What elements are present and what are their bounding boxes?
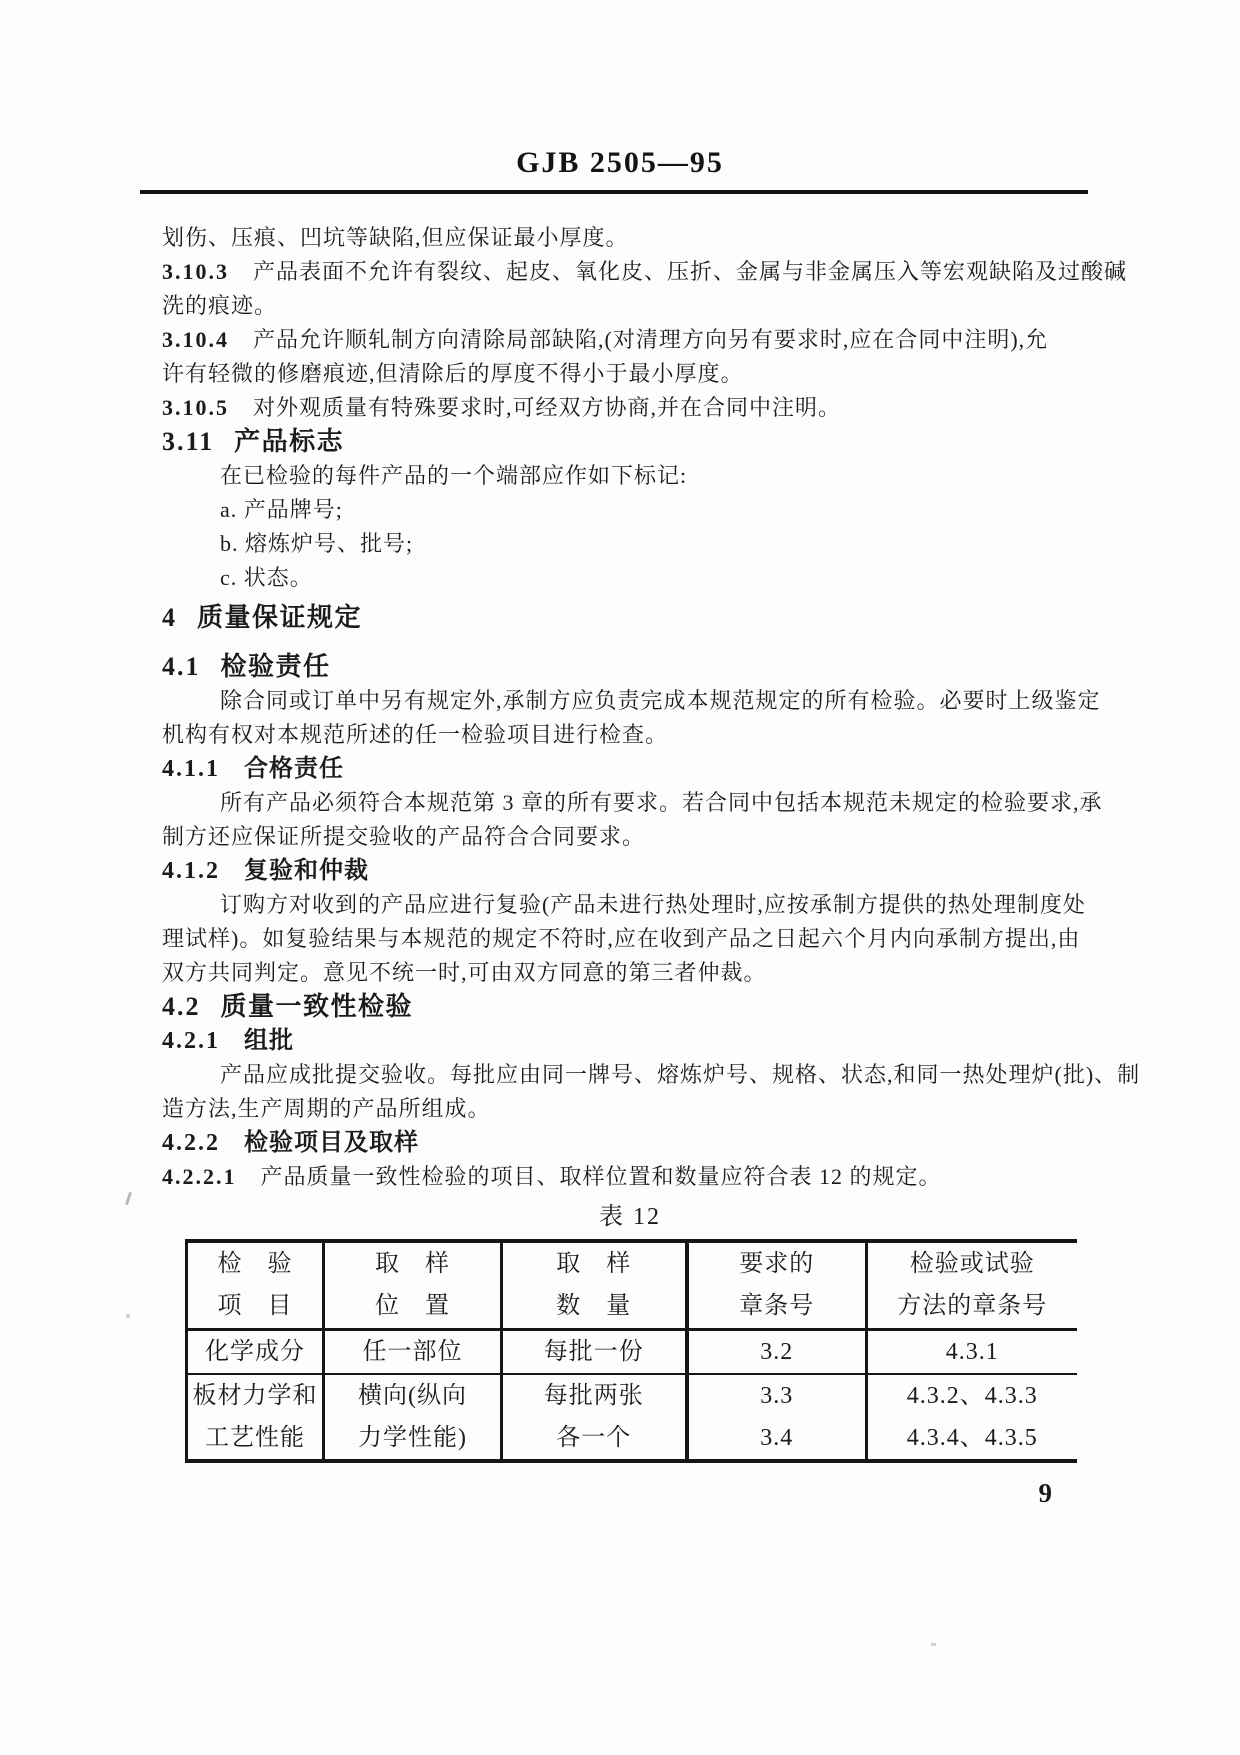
scan-artifact: [931, 1643, 936, 1646]
section-number: 3.10.3: [162, 259, 229, 284]
text-line: 3.10.4 产品允许顺轧制方向清除局部缺陷,(对清理方向另有要求时,应在合同中注明),允: [162, 327, 1049, 352]
section-number: 4.2.1: [162, 1028, 220, 1054]
table-cell: [502, 1374, 687, 1461]
standard-number: GJB 2505—95: [516, 146, 724, 179]
cell-line: 4.3.2、4.3.3: [906, 1382, 1038, 1409]
table-cell: [867, 1374, 1077, 1461]
text-line: 造方法,生产周期的产品所组成。: [162, 1096, 491, 1121]
header-cell-line: 方法的章条号: [897, 1293, 1048, 1320]
section-number: 4.2.2: [162, 1130, 220, 1156]
cell-line: 横向(纵向: [358, 1382, 467, 1409]
table-header-cell: [867, 1241, 1077, 1329]
section-heading: 4.2 质量一致性检验: [162, 992, 414, 1021]
cell-line: 4.3.4、4.3.5: [906, 1424, 1038, 1451]
section-heading: 4.1.1 合格责任: [162, 756, 344, 782]
header-cell-line: 数 量: [556, 1293, 632, 1320]
table-header-cell: [324, 1241, 502, 1329]
text-line: 订购方对收到的产品应进行复验(产品未进行热处理时,应按承制方提供的热处理制度处: [220, 892, 1086, 917]
text-line: c. 状态。: [220, 565, 313, 590]
table-cell: [867, 1329, 1077, 1374]
section-number: 4.1.1: [162, 756, 220, 782]
section-number: 4: [162, 603, 177, 632]
section-number: 4.1.2: [162, 858, 220, 884]
page-number: 9: [1038, 1478, 1052, 1508]
header-cell-line: 取 样: [375, 1251, 450, 1278]
table-header-row: [187, 1241, 1077, 1329]
cell-line: 任一部位: [362, 1338, 463, 1365]
header-rule: [140, 190, 1088, 194]
table-cell: [187, 1374, 324, 1461]
inspection-items-table: [185, 1239, 1077, 1463]
section-number: 3.11: [162, 427, 215, 456]
table-cell: [324, 1374, 502, 1461]
header-cell-line: 项 目: [217, 1293, 293, 1320]
header-cell-line: 位 置: [375, 1293, 450, 1320]
text-line: 许有轻微的修磨痕迹,但清除后的厚度不得小于最小厚度。: [162, 361, 744, 386]
section-number: 4.2: [162, 992, 201, 1021]
section-number: 3.10.4: [162, 327, 229, 352]
cell-line: 3.3: [760, 1382, 794, 1409]
table-header-cell: [502, 1241, 687, 1329]
table-cell: [324, 1329, 502, 1374]
table-cell: [687, 1329, 867, 1374]
text-line: 机构有权对本规范所述的任一检验项目进行检查。: [162, 722, 669, 747]
header-cell-line: 要求的: [739, 1251, 815, 1278]
text-line: 划伤、压痕、凹坑等缺陷,但应保证最小厚度。: [162, 225, 629, 250]
cell-line: 化学成分: [205, 1338, 305, 1365]
cell-line: 4.3.1: [945, 1338, 999, 1365]
table-cell: [502, 1329, 687, 1374]
text-line: 洗的痕迹。: [162, 293, 278, 318]
text-line: 制方还应保证所提交验收的产品符合合同要求。: [162, 824, 646, 849]
table-header-cell: [187, 1241, 324, 1329]
scan-artifact: [125, 1192, 132, 1205]
header-cell-line: 检 验: [217, 1251, 293, 1278]
cell-line: 每批两张: [543, 1382, 644, 1409]
section-number: 4.2.2.1: [162, 1164, 237, 1189]
cell-line: 工艺性能: [205, 1424, 305, 1451]
cell-line: 3.2: [760, 1338, 794, 1365]
text-line: 3.10.3 产品表面不允许有裂纹、起皮、氧化皮、压折、金属与非金属压入等宏观缺陷及过酸碱: [162, 259, 1128, 284]
header-cell-line: 检验或试验: [909, 1251, 1035, 1278]
text-line: b. 熔炼炉号、批号;: [220, 531, 414, 556]
cell-line: 3.4: [760, 1424, 794, 1451]
cell-line: 每批一份: [543, 1338, 644, 1365]
table-cell: [187, 1329, 324, 1374]
section-heading: 3.11 产品标志: [162, 427, 345, 456]
header-cell-line: 章条号: [739, 1293, 815, 1320]
text-line: 所有产品必须符合本规范第 3 章的所有要求。若合同中包括本规范未规定的检验要求,承: [220, 790, 1103, 815]
scan-artifact: [126, 1314, 130, 1318]
text-line: 4.2.2.1 产品质量一致性检验的项目、取样位置和数量应符合表 12 的规定。: [162, 1164, 942, 1189]
text-line: 在已检验的每件产品的一个端部应作如下标记:: [220, 463, 688, 488]
text-line: 除合同或订单中另有规定外,承制方应负责完成本规范规定的所有检验。必要时上级鉴定: [220, 688, 1101, 713]
section-heading: 4 质量保证规定: [162, 603, 363, 632]
text-line: a. 产品牌号;: [220, 497, 343, 522]
header-cell-line: 取 样: [556, 1251, 632, 1278]
section-number: 4.1: [162, 652, 201, 681]
section-heading: 4.1 检验责任: [162, 652, 331, 681]
text-line: 双方共同判定。意见不统一时,可由双方同意的第三者仲裁。: [162, 960, 767, 985]
document-body: [162, 221, 1141, 1463]
text-line: 产品应成批提交验收。每批应由同一牌号、熔炼炉号、规格、状态,和同一热处理炉(批)、制: [220, 1062, 1141, 1087]
text-line: 理试样)。如复验结果与本规范的规定不符时,应在收到产品之日起六个月内向承制方提出,由: [162, 926, 1081, 951]
section-heading: 4.2.1 组批: [162, 1028, 294, 1054]
section-heading: 4.1.2 复验和仲裁: [162, 858, 369, 884]
table-row: [187, 1374, 1077, 1461]
table-cell: [687, 1374, 867, 1461]
section-number: 3.10.5: [162, 395, 229, 420]
section-heading: 4.2.2 检验项目及取样: [162, 1130, 419, 1156]
cell-line: 板材力学和: [192, 1382, 318, 1409]
table-row: [187, 1329, 1077, 1374]
cell-line: 力学性能): [358, 1424, 467, 1451]
text-line: 3.10.5 对外观质量有特殊要求时,可经双方协商,并在合同中注明。: [162, 395, 842, 420]
table-caption: 表 12: [599, 1204, 661, 1230]
cell-line: 各一个: [556, 1424, 632, 1451]
table-header-cell: [687, 1241, 867, 1329]
